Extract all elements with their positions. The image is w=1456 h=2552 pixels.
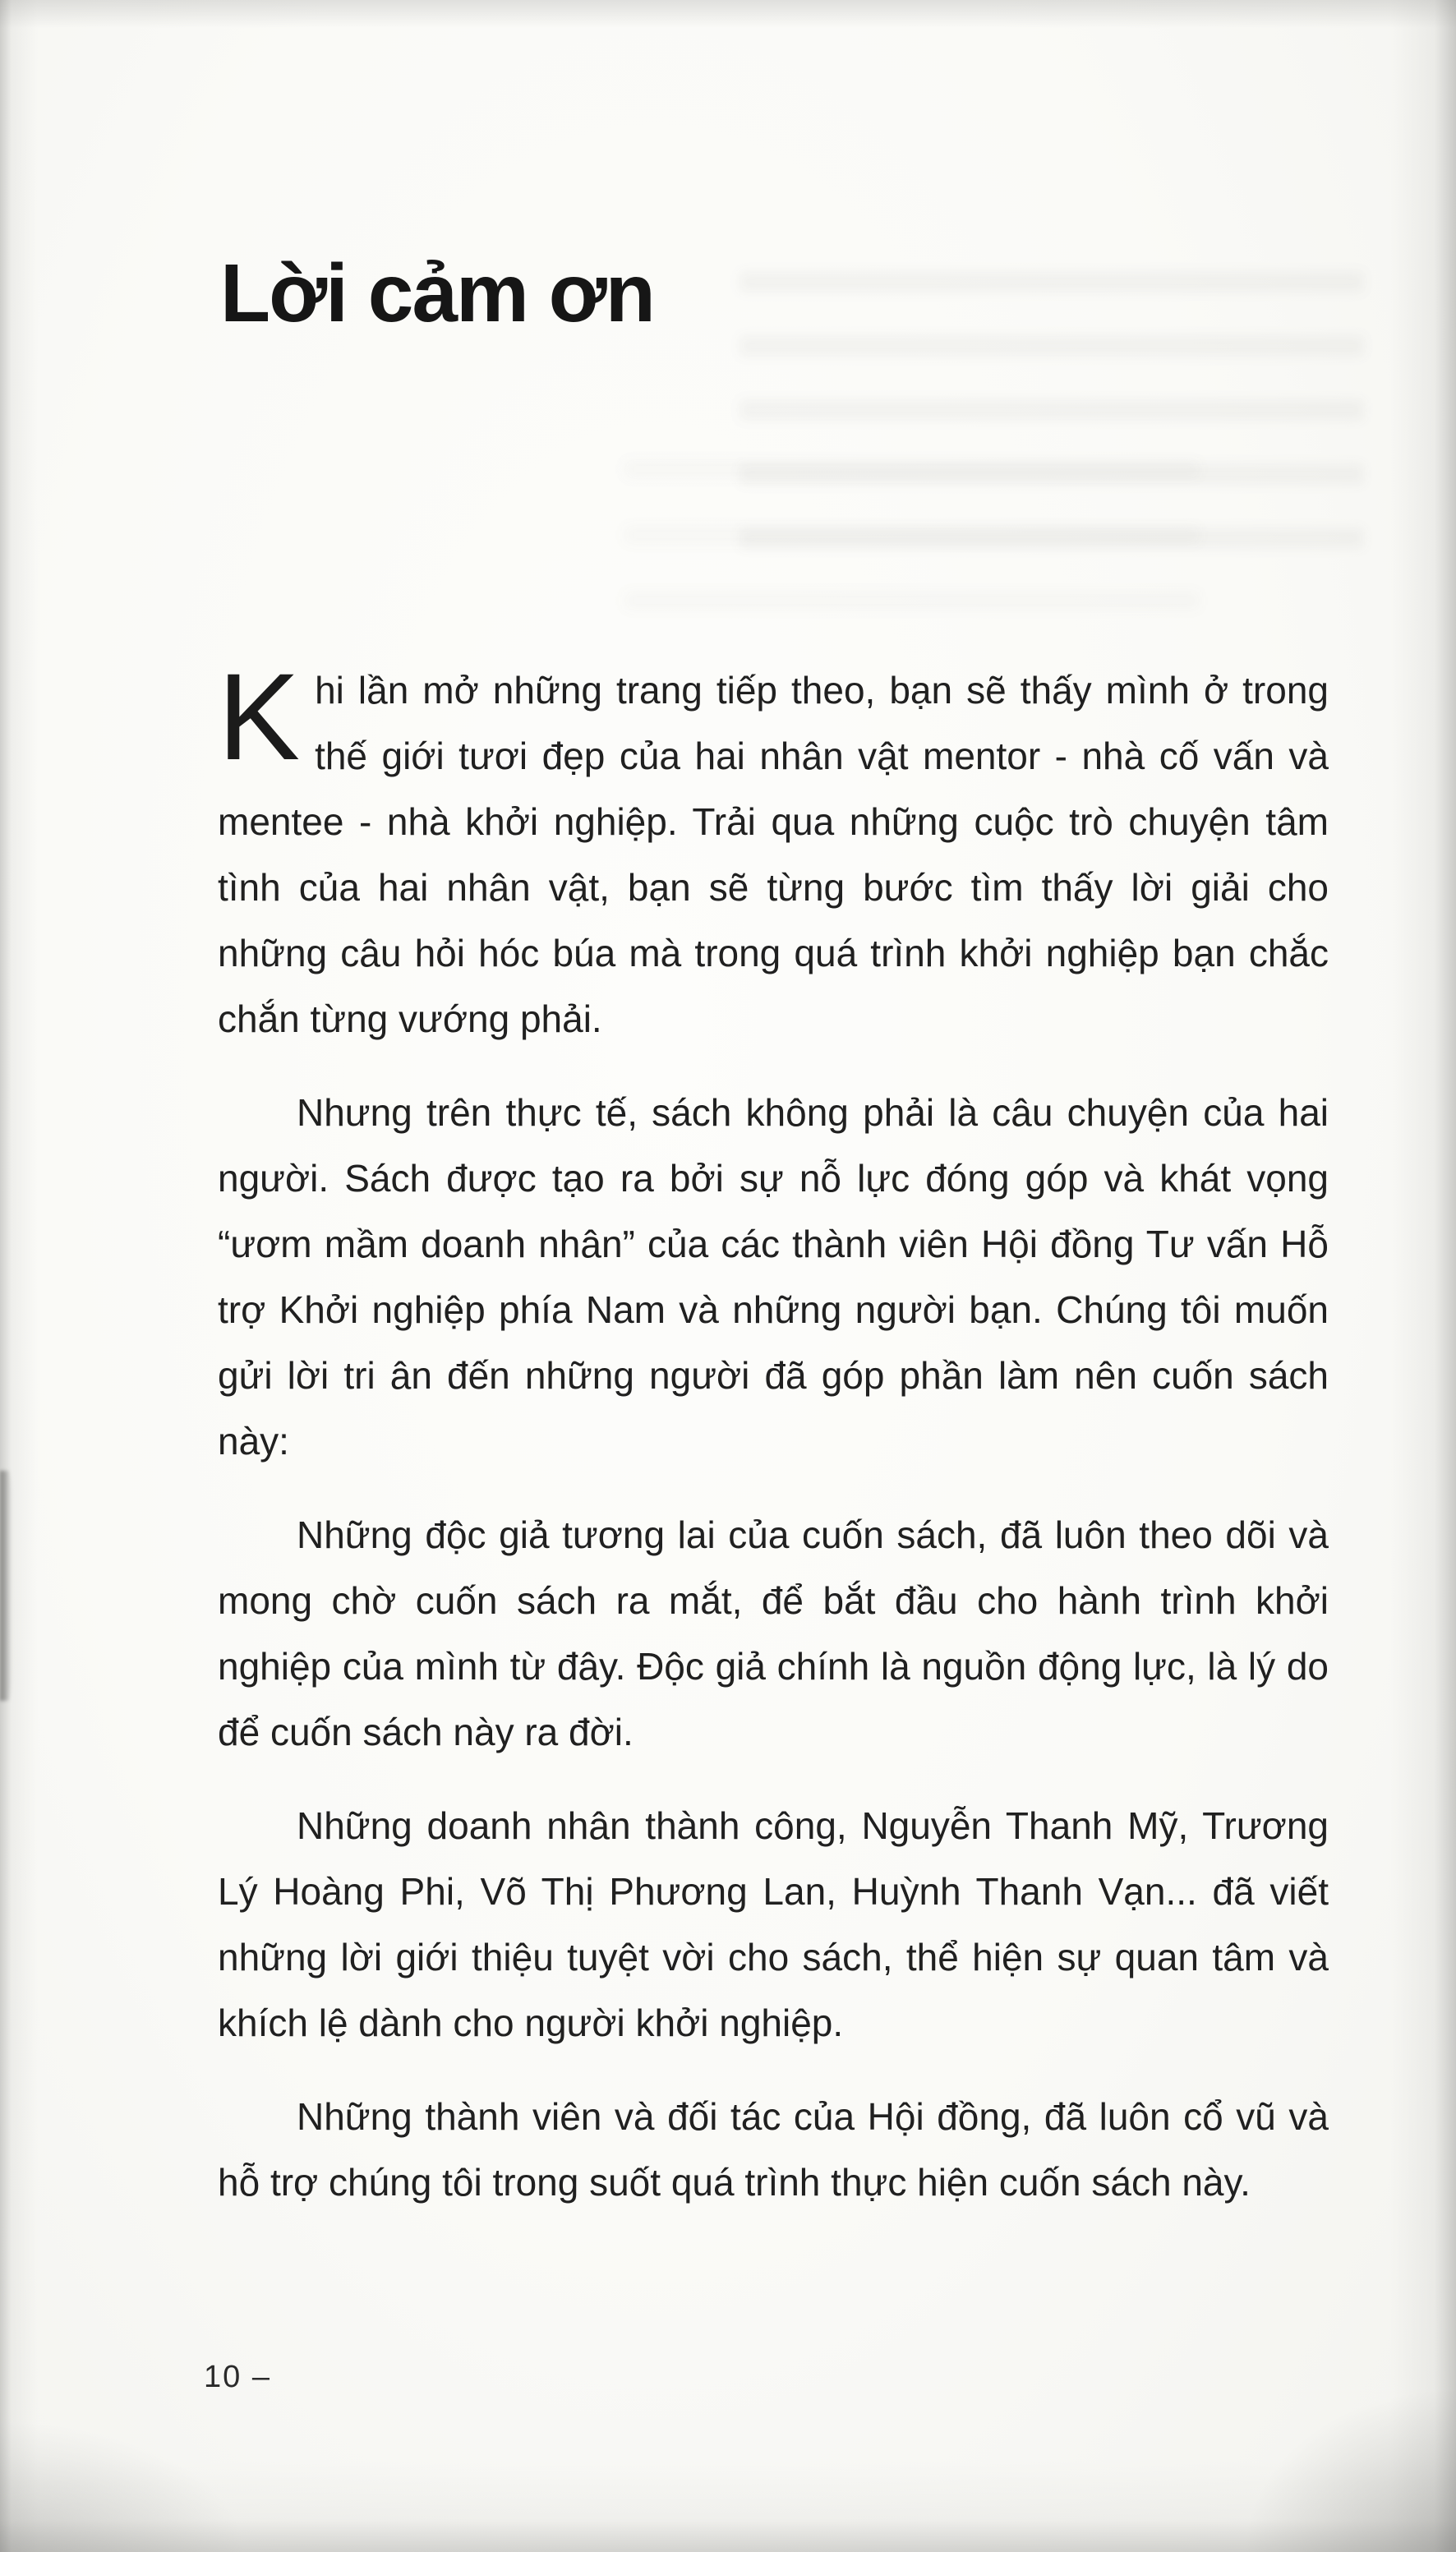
page-body: [218, 647, 1329, 2243]
paragraph: Những doanh nhân thành công, Nguyễn Thanh Mỹ, Trương Lý Hoàng Phi, Võ Thị Phương Lan, Huỳnh Thanh Vạn... đã viết những lời giới thiệu tuyệt vời cho sách, thể hiện sự quan tâm và khích lệ dành cho người khởi nghiệp.: [218, 1804, 1329, 2044]
paragraph-opening-text: hi lần mở những trang tiếp theo, bạn sẽ thấy mình ở trong thế giới tươi đẹp của hai nhân vật mentor - nhà cố vấn và mentee - nhà khởi nghiệp. Trải qua những cuộc trò chuyện tâm tình của hai nhân vật, bạn sẽ từng bước tìm thấy lời giải cho những câu hỏi hóc búa mà trong quá trình khởi nghiệp bạn chắc chắn từng vướng phải.: [218, 669, 1329, 1040]
page-number: 10 –: [204, 2360, 271, 2394]
scan-corner-shade: [1242, 2388, 1456, 2552]
page-title: Lời cảm ơn: [220, 247, 654, 339]
scan-corner-shade: [0, 2421, 247, 2552]
paragraph: Những thành viên và đối tác của Hội đồng, đã luôn cổ vũ và hỗ trợ chúng tôi trong suốt quá trình thực hiện cuốn sách này.: [218, 2095, 1329, 2204]
paragraph: Những độc giả tương lai của cuốn sách, đã luôn theo dõi và mong chờ cuốn sách ra mắt, để bắt đầu cho hành trình khởi nghiệp của mình từ đây. Độc giả chính là nguồn động lực, là lý do để cuốn sách này ra đời.: [218, 1513, 1329, 1753]
reverse-side-ghost-text: [624, 460, 1200, 641]
paragraph-opening: [218, 647, 1329, 1052]
drop-cap: K: [218, 647, 301, 785]
scan-edge-smudge: [0, 1471, 13, 1701]
paragraph: Nhưng trên thực tế, sách không phải là câu chuyện của hai người. Sách được tạo ra bởi sự nỗ lực đóng góp và khát vọng “ươm mầm doanh nhân” của các thành viên Hội đồng Tư vấn Hỗ trợ Khởi nghiệp phía Nam và những người bạn. Chúng tôi muốn gửi lời tri ân đến những người đã góp phần làm nên cuốn sách này:: [218, 1091, 1329, 1463]
